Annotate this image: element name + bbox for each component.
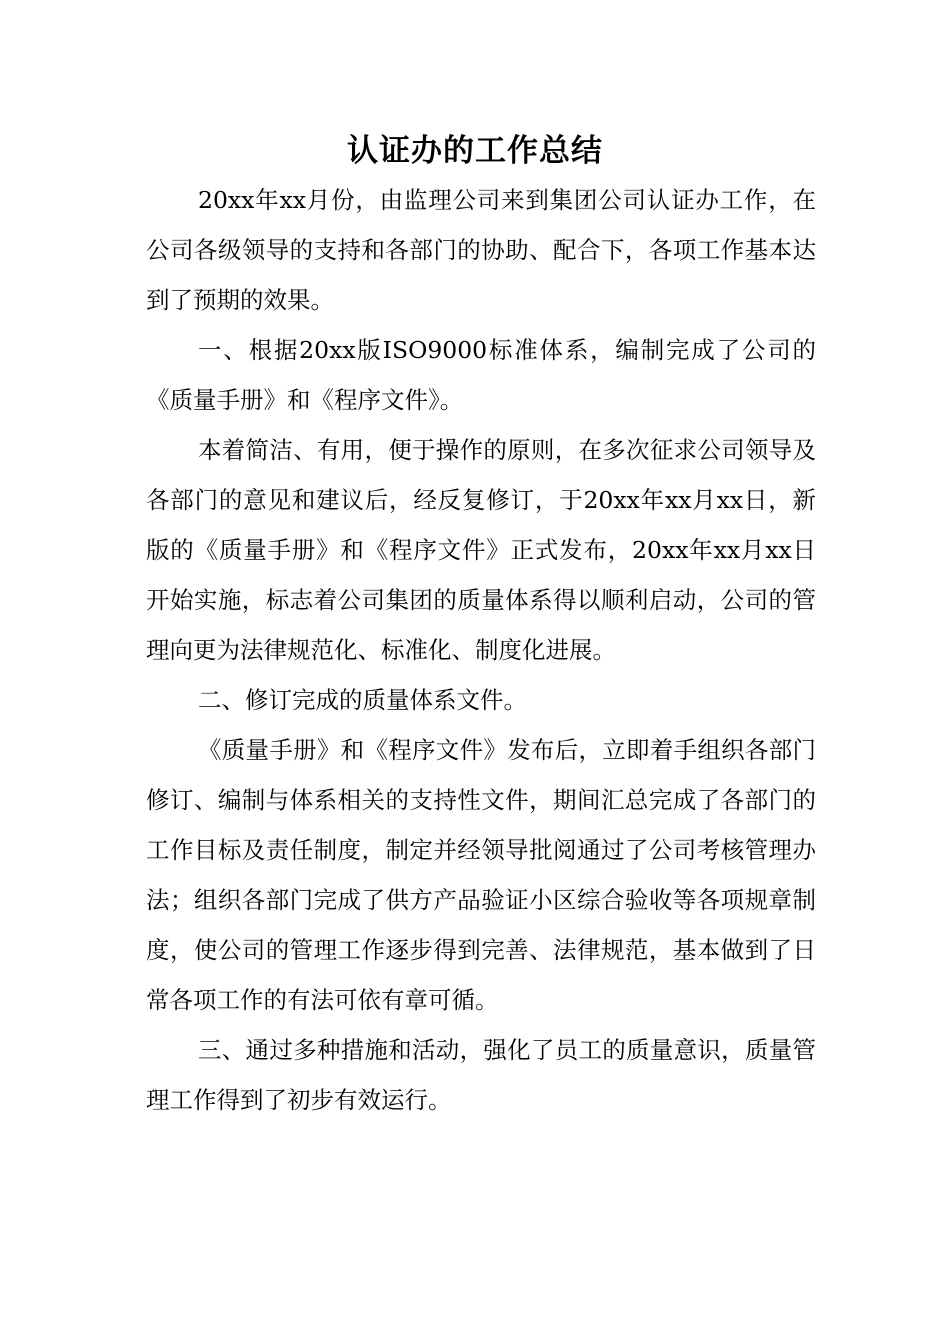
paragraph-intro: 20xx年xx月份，由监理公司来到集团公司认证办工作，在公司各级领导的支持和各部门的协助、配合下，各项工作基本达到了预期的效果。 xyxy=(146,186,816,314)
paragraph-section-2-body: 《质量手册》和《程序文件》发布后，立即着手组织各部门修订、编制与体系相关的支持性文件，期间汇总完成了各部门的工作目标及责任制度，制定并经领导批阅通过了公司考核管理办法；组织各部门完成了供方产品验证小区综合验收等各项规章制度，使公司的管理工作逐步得到完善、法律规范，基本做到了日常各项工作的有法可依有章可循。 xyxy=(146,736,816,1014)
paragraph-section-1-body: 本着简洁、有用，便于操作的原则，在多次征求公司领导及各部门的意见和建议后，经反复修订，于20xx年xx月xx日，新版的《质量手册》和《程序文件》正式发布，20xx年xx月xx日开始实施，标志着公司集团的质量体系得以顺利启动，公司的管理向更为法律规范化、标准化、制度化进展。 xyxy=(146,436,816,664)
document-title: 认证办的工作总结 xyxy=(347,133,603,169)
paragraph-section-3-heading: 三、通过多种措施和活动，强化了员工的质量意识，质量管理工作得到了初步有效运行。 xyxy=(146,1036,816,1114)
paragraph-section-2-heading: 二、修订完成的质量体系文件。 xyxy=(198,686,527,714)
paragraph-section-1-heading: 一、根据20xx版ISO9000标准体系，编制完成了公司的《质量手册》和《程序文件》。 xyxy=(146,336,816,414)
document-body xyxy=(146,175,816,1125)
